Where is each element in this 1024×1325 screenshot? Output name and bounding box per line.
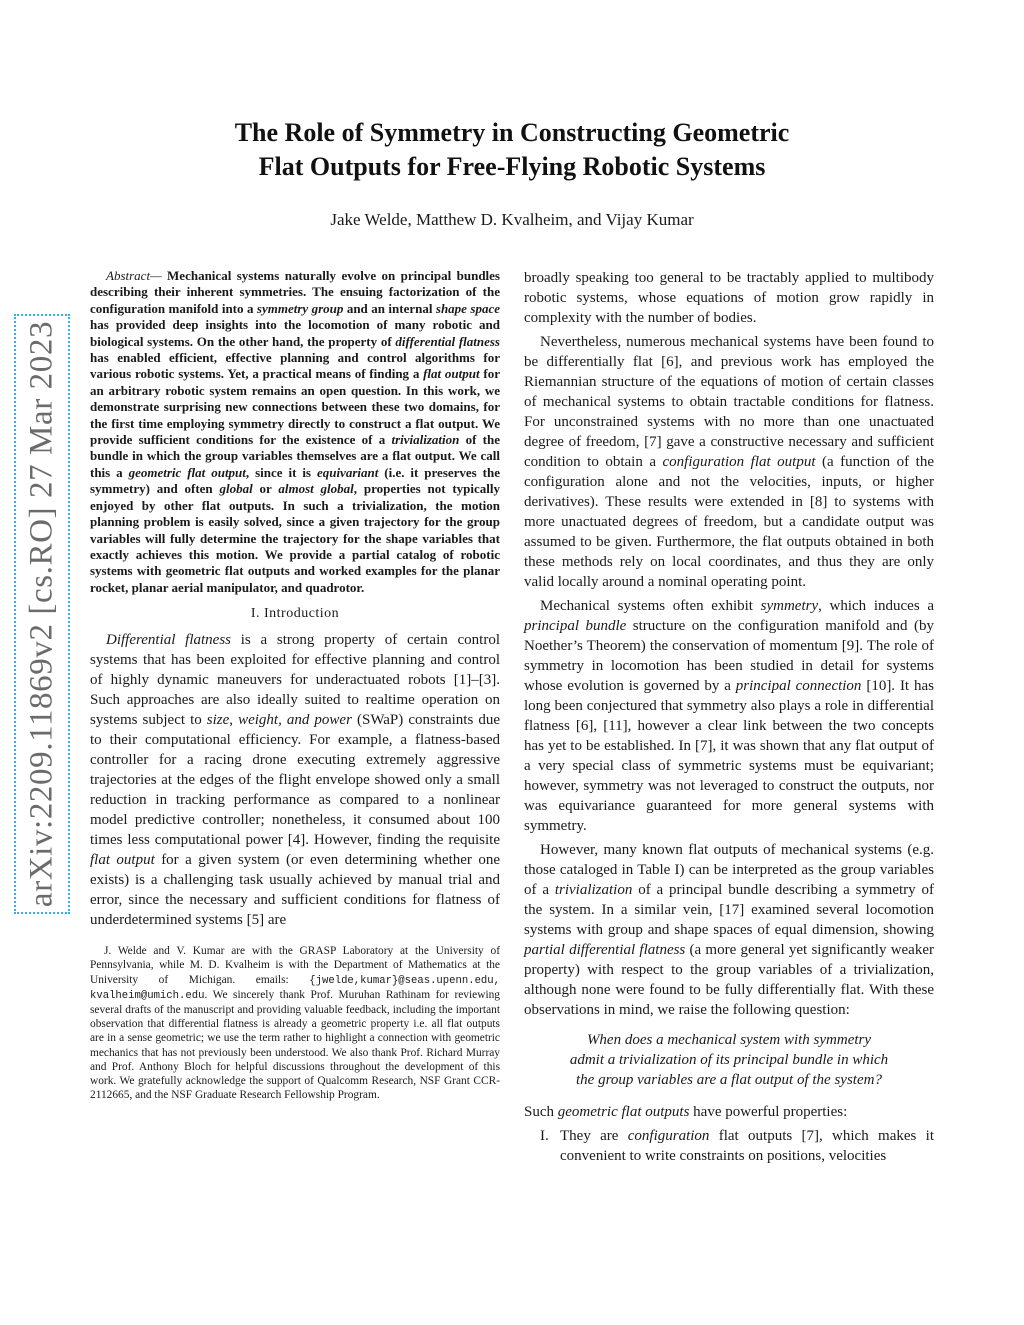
abstract-label: Abstract bbox=[106, 268, 151, 283]
list-marker: I. bbox=[540, 1128, 549, 1144]
research-question: When does a mechanical system with symmetry admit a trivialization of its principal bundle in which the group variables are a flat output of the system? bbox=[569, 1032, 889, 1088]
footnote-emails: {jwelde,kumar}@seas.upenn.edu, kvalheim@umich.edu bbox=[90, 974, 500, 1002]
intro-paragraph-1-continued: broadly speaking too general to be tractably applied to multibody robotic systems, whose equations of motion grow rapidly in complexity with the number of bodies. bbox=[524, 270, 934, 326]
arxiv-id-stamp bbox=[14, 314, 70, 914]
intro-paragraph-3: Mechanical systems often exhibit symmetry, which induces a principal bundle structure on the configuration manifold and (by Noether’s Theorem) the conservation of momentum [9]. The role of symmetry in locomotion has been studied in detail for systems whose evolution is governed by a principal connection [10]. It has long been conjectured that symmetry also plays a role in differential flatness [6], [11], however a clear link between the two concepts has yet to be established. In [7], it was shown that any flat output of a very special class of symmetric systems must be equivariant; however, symmetry was not leveraged to construct the outputs, nor was equivariance guaranteed for more general systems with symmetry. bbox=[524, 598, 934, 834]
intro-paragraph-1: Differential flatness is a strong property of certain control systems that has been exploited for effective planning and control of highly dynamic maneuvers for underactuated robots [1]–[3]. Such approaches are also ideally suited to realtime operation on systems subject to size, weight, and power (SWaP) constraints due to their computational efficiency. For example, a flatness-based controller for a racing drone executing extremely aggressive trajectories at the edges of the flight envelope showed only a small reduction in tracking performance as compared to a nonlinear model predictive controller; nonetheless, it consumed about 100 times less computational power [4]. However, finding the requisite flat output for a given system (or even determining whether one exists) is a challenging task usually achieved by manual trial and error, since the necessary and sufficient conditions for flatness of underdetermined systems [5] are bbox=[90, 632, 501, 929]
title-line-1: The Role of Symmetry in Constructing Geometric bbox=[234, 118, 790, 147]
footnote: J. Welde and V. Kumar are with the GRASP Laboratory at the University of Pennsylvania, while M. D. Kvalheim is with the Department of Mathematics at the University of Michigan. emails: {jwelde,kumar}@seas.upenn.edu, kvalheim@umich.edu. We sincerely thank Prof. Muruhan Rathinam for reviewing several drafts of the manuscript and providing valuable feedback, including the important observation that differential flatness is already a geometric property i.e. all flat outputs are in a sense geometric; we use the term rather to highlight a connection with geometric mechanics that has not previously been understood. We also thank Prof. Richard Murray and Prof. Anthony Bloch for helpful discussions throughout the development of this work. We gratefully acknowledge the support of Qualcomm Research, NSF Grant CCR-2112665, and the NSF Graduate Research Fellowship Program. bbox=[90, 945, 500, 1102]
abstract: Abstract— Mechanical systems naturally evolve on principal bundles describing their inherent symmetries. The ensuing factorization of the configuration manifold into a symmetry group and an internal shape space has provided deep insights into the locomotion of many robotic and biological systems. On the other hand, the property of differential flatness has enabled efficient, effective planning and control algorithms for various robotic systems. Yet, a practical means of finding a flat output for an arbitrary robotic system remains an open question. In this work, we demonstrate surprising new connections between these two domains, for the first time employing symmetry directly to construct a flat output. We provide sufficient conditions for the existence of a trivialization of the bundle in which the group variables themselves are a flat output. We call this a geometric flat output, since it is equivariant (i.e. it preserves the symmetry) and often global or almost global, properties not typically enjoyed by other flat outputs. In such a trivialization, the motion planning problem is easily solved, since a given trajectory for the group variables will fully determine the trajectory for the shape variables that exactly achieves this motion. We provide a partial catalog of robotic systems with geometric flat outputs and worked examples for the planar rocket, planar aerial manipulator, and quadrotor. bbox=[90, 268, 501, 595]
intro-paragraph-2: Nevertheless, numerous mechanical systems have been found to be differentially flat [6], and previous work has employed the Riemannian structure of the equations of motion of certain classes of mechanical systems to obtain tractable conditions for flatness. For unconstrained systems with no more than one unactuated degree of freedom, [7] gave a constructive necessary and sufficient condition to obtain a configuration flat output (a function of the configuration alone and not the velocities, inputs, or higher derivatives). These results were extended in [8] to systems with more unactuated degrees of freedom, but a candidate output was assumed to be given. Furthermore, the flat outputs obtained in both these methods rely on local coordinates, and thus they are only valid locally around a nominal operating point. bbox=[524, 334, 934, 590]
property-list-item-1: I. They are configuration flat outputs [7], which makes it convenient to write constraints on positions, velocities bbox=[540, 1128, 934, 1164]
author-list: Jake Welde, Matthew D. Kvalheim, and Vijay Kumar bbox=[330, 210, 694, 229]
title-line-2: Flat Outputs for Free-Flying Robotic Systems bbox=[258, 152, 766, 181]
section-heading-introduction: I. Introduction bbox=[250, 606, 340, 622]
intro-paragraph-4: However, many known flat outputs of mechanical systems (e.g. those cataloged in Table I) can be interpreted as the group variables of a trivialization of a principal bundle describing a symmetry of the system. In a similar vein, [17] examined several locomotion systems with group and shape spaces of equal dimension, showing partial differential flatness (a more general yet significantly weaker property) with respect to the group variables of a trivialization, although none were found to be fully differentially flat. With these observations in mind, we raise the following question: bbox=[524, 842, 935, 1018]
left-column bbox=[90, 268, 500, 1106]
paper-title bbox=[120, 116, 904, 184]
intro-paragraph-5: Such geometric flat outputs have powerful properties: bbox=[524, 1104, 848, 1120]
right-column bbox=[524, 268, 934, 1170]
arxiv-id-text: arXiv:2209.11869v2 [cs.RO] 27 Mar 2023 bbox=[23, 320, 60, 908]
